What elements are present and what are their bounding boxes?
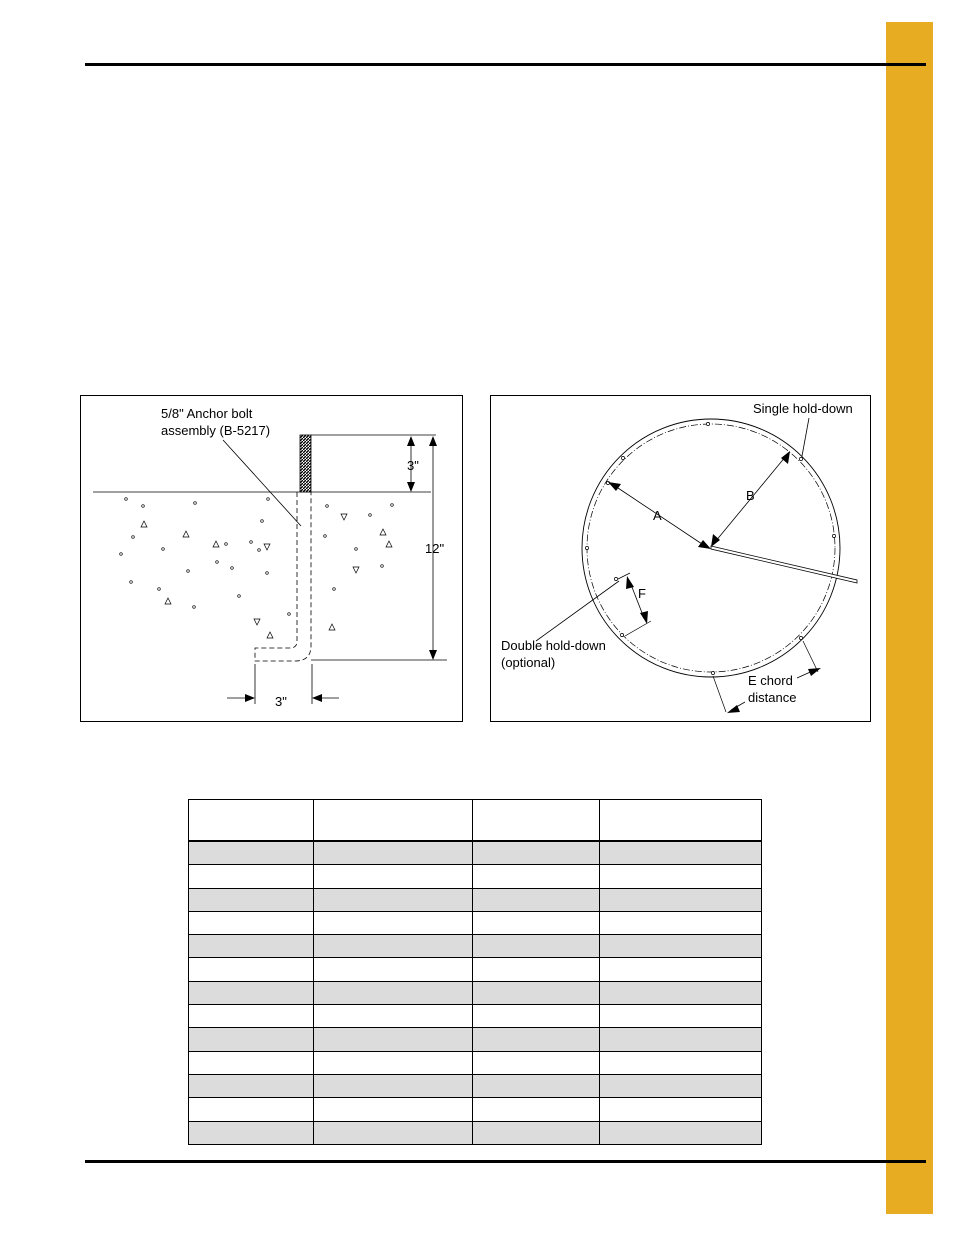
table-row <box>189 888 762 911</box>
table-cell <box>314 958 473 981</box>
embed-depth-label: 12" <box>425 541 445 556</box>
table-cell <box>314 935 473 958</box>
table-cell <box>189 1121 314 1144</box>
bolt-embedded <box>255 492 311 661</box>
table-cell <box>314 981 473 1004</box>
table-cell <box>600 935 762 958</box>
dimension-a-label: A <box>653 508 662 523</box>
table-cell <box>314 911 473 934</box>
hold-down-drawing <box>491 396 870 721</box>
table-cell <box>189 981 314 1004</box>
table-cell <box>314 888 473 911</box>
table-cell <box>600 888 762 911</box>
single-hold-down-label: Single hold-down <box>753 401 853 416</box>
table-cell <box>473 1028 600 1051</box>
table-cell <box>189 911 314 934</box>
table-cell <box>314 1051 473 1074</box>
anchor-bolt-callout-1: 5/8" Anchor bolt <box>161 406 253 421</box>
hold-down-layout-figure <box>490 395 871 722</box>
anchor-bolt-callout-2: assembly (B-5217) <box>161 423 271 438</box>
table-row <box>189 1074 762 1097</box>
anchor-bolt-drawing <box>81 396 462 721</box>
dimension-b-label: B <box>746 488 755 503</box>
table-cell <box>600 841 762 865</box>
table-cell <box>473 1121 600 1144</box>
double-hold-down-label-1: Double hold-down <box>501 638 606 653</box>
table-cell <box>189 865 314 888</box>
table-header-row <box>189 800 762 842</box>
thread-length-label: 3" <box>407 458 419 473</box>
e-chord-label-2: distance <box>748 690 797 705</box>
table-cell <box>600 1051 762 1074</box>
table-cell <box>473 841 600 865</box>
table-cell <box>314 1074 473 1097</box>
header-rule <box>85 63 926 66</box>
table-cell <box>189 1074 314 1097</box>
table-cell <box>189 841 314 865</box>
table-cell <box>600 911 762 934</box>
table-cell <box>600 1005 762 1028</box>
section-side-tab <box>886 22 933 1214</box>
hold-down-spec-table <box>188 799 762 1145</box>
table-cell <box>600 958 762 981</box>
table-row <box>189 935 762 958</box>
table-cell <box>314 1098 473 1121</box>
table-cell <box>473 865 600 888</box>
table-cell <box>473 1051 600 1074</box>
table-header-cell <box>189 800 314 842</box>
table-row <box>189 1121 762 1144</box>
table-row <box>189 1028 762 1051</box>
table-cell <box>189 935 314 958</box>
table-cell <box>189 1005 314 1028</box>
table-cell <box>473 981 600 1004</box>
table-row <box>189 1005 762 1028</box>
table-cell <box>600 1028 762 1051</box>
bolt-thread <box>300 435 311 492</box>
table-cell <box>189 888 314 911</box>
table-row <box>189 958 762 981</box>
table-cell <box>189 1051 314 1074</box>
table-cell <box>314 1121 473 1144</box>
table-cell <box>189 958 314 981</box>
table-header-cell <box>600 800 762 842</box>
table-row <box>189 841 762 865</box>
table-row <box>189 911 762 934</box>
table-header-cell <box>314 800 473 842</box>
table-header-cell <box>473 800 600 842</box>
concrete-aggregate <box>120 498 394 638</box>
table-cell <box>314 841 473 865</box>
table-cell <box>600 981 762 1004</box>
table-row <box>189 1098 762 1121</box>
footer-rule <box>85 1160 926 1163</box>
table-cell <box>600 1121 762 1144</box>
table-cell <box>314 865 473 888</box>
table-cell <box>473 1074 600 1097</box>
table-row <box>189 981 762 1004</box>
table-cell <box>473 911 600 934</box>
table-cell <box>314 1005 473 1028</box>
table-cell <box>600 1098 762 1121</box>
dimension-f-label: F <box>638 586 646 601</box>
e-chord-label-1: E chord <box>748 673 793 688</box>
table-cell <box>189 1028 314 1051</box>
anchor-bolt-figure <box>80 395 463 722</box>
table-cell <box>314 1028 473 1051</box>
table-cell <box>189 1098 314 1121</box>
table-cell <box>473 935 600 958</box>
hook-length-label: 3" <box>275 694 287 709</box>
table-cell <box>600 865 762 888</box>
table-row <box>189 865 762 888</box>
table-cell <box>473 1005 600 1028</box>
double-hold-down-label-2: (optional) <box>501 655 556 670</box>
table-cell <box>473 1098 600 1121</box>
table-cell <box>473 888 600 911</box>
table-row <box>189 1051 762 1074</box>
table-cell <box>600 1074 762 1097</box>
table-cell <box>473 958 600 981</box>
